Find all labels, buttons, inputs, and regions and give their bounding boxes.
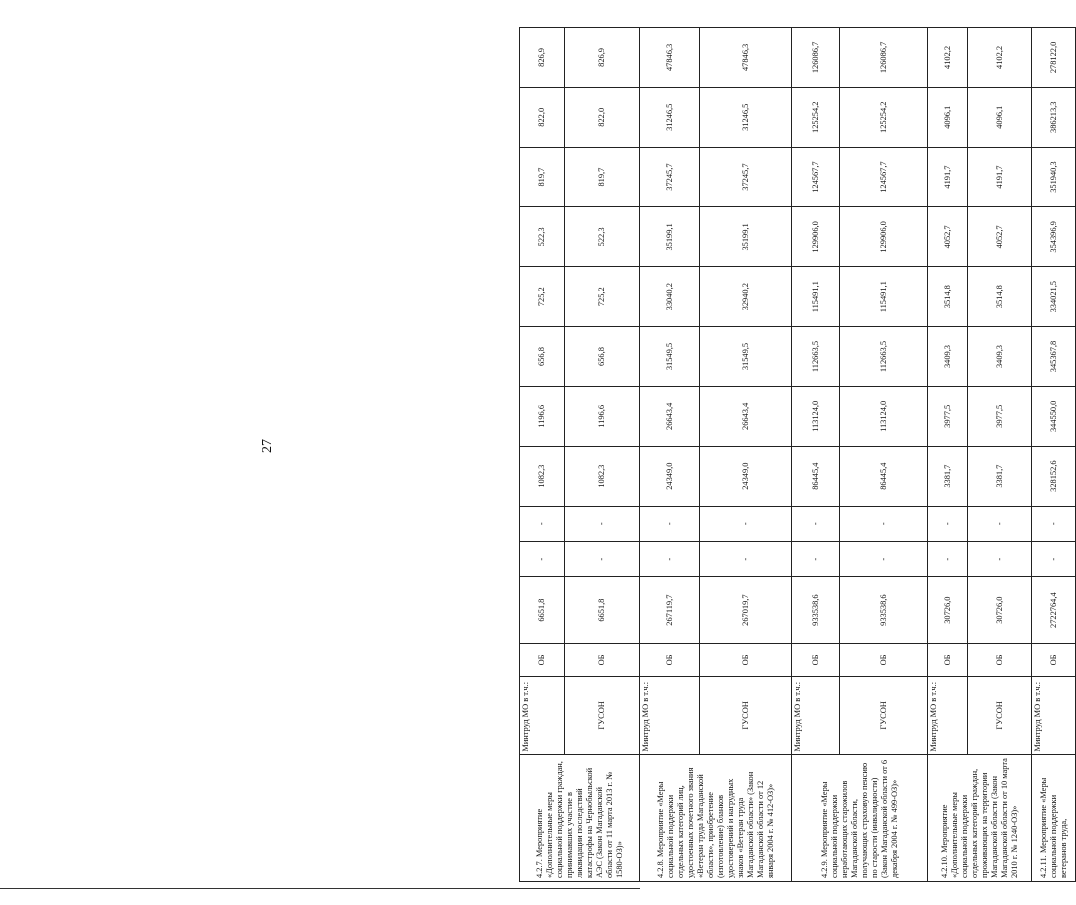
- value-cell: 822,0: [565, 87, 640, 147]
- value-cell: -: [520, 506, 565, 541]
- value-cell: 725,2: [565, 267, 640, 327]
- funding-source-cell: ОБ: [565, 643, 640, 676]
- value-cell: 86445,4: [792, 446, 840, 506]
- value-cell: 4052,7: [968, 207, 1032, 267]
- measure-title: 4.2.7. Мероприятие «Дополнительные меры социальной поддержки граждан, принимавших участие в ликвидации последствий катастрофы на Чернобыльской АЭС (Закон Магаданской области от 11 марта 2013 г. № 1580-ОЗ)»: [520, 754, 640, 881]
- funding-source-cell: ОБ: [968, 643, 1032, 676]
- value-cell: -: [792, 506, 840, 541]
- value-cell: -: [928, 506, 968, 541]
- value-cell: 354396,9: [1032, 207, 1076, 267]
- value-cell: 334021,5: [1032, 267, 1076, 327]
- value-cell: 126086,7: [792, 28, 840, 88]
- table-row: [700, 28, 792, 882]
- value-cell: 1196,6: [520, 386, 565, 446]
- value-cell: 47846,3: [640, 28, 700, 88]
- value-cell: 125254,2: [840, 87, 928, 147]
- value-cell: 345367,8: [1032, 327, 1076, 387]
- table-row: [928, 28, 968, 882]
- value-cell: -: [640, 541, 700, 576]
- value-cell: 33040,2: [640, 267, 700, 327]
- value-cell: -: [565, 506, 640, 541]
- total-cell: 30726,0: [928, 577, 968, 643]
- value-cell: -: [640, 506, 700, 541]
- total-cell: 6651,8: [520, 577, 565, 643]
- responsible-cell: Минтруд МО в т.ч.:: [520, 677, 565, 755]
- value-cell: 31246,5: [640, 87, 700, 147]
- measure-title: 4.2.10. Мероприятие «Дополнительные меры социальной поддержки отдельных категорий граждан, проживающих на территории Магаданской области (Закон Магаданской области от 10 марта 2010 г. № 1240-ОЗ)»: [928, 754, 1032, 881]
- table-row: [968, 28, 1032, 882]
- funding-source-cell: ОБ: [520, 643, 565, 676]
- page-number: 27: [260, 439, 275, 453]
- total-cell: 30726,0: [968, 577, 1032, 643]
- value-cell: 26643,4: [640, 386, 700, 446]
- funding-source-cell: ОБ: [792, 643, 840, 676]
- value-cell: 522,3: [565, 207, 640, 267]
- value-cell: -: [1032, 541, 1076, 576]
- value-cell: 31549,5: [700, 327, 792, 387]
- value-cell: 3977,5: [928, 386, 968, 446]
- value-cell: 351940,3: [1032, 147, 1076, 207]
- responsible-cell: Минтруд МО в т.ч.:: [640, 677, 700, 755]
- funding-source-cell: ОБ: [928, 643, 968, 676]
- value-cell: 656,8: [565, 327, 640, 387]
- responsible-cell: Минтруд МО в т.ч.:: [792, 677, 840, 755]
- value-cell: 1196,6: [565, 386, 640, 446]
- value-cell: 826,9: [520, 28, 565, 88]
- value-cell: -: [968, 541, 1032, 576]
- value-cell: 37245,7: [700, 147, 792, 207]
- value-cell: 112663,5: [792, 327, 840, 387]
- budget-table: [519, 27, 1076, 882]
- bottom-rule: [0, 888, 640, 889]
- value-cell: 32940,2: [700, 267, 792, 327]
- value-cell: 86445,4: [840, 446, 928, 506]
- total-cell: 2722764,4: [1032, 577, 1076, 643]
- value-cell: 3381,7: [968, 446, 1032, 506]
- value-cell: 1082,3: [565, 446, 640, 506]
- value-cell: 826,9: [565, 28, 640, 88]
- value-cell: 37245,7: [640, 147, 700, 207]
- value-cell: 656,8: [520, 327, 565, 387]
- value-cell: 725,2: [520, 267, 565, 327]
- measure-title: 4.2.11. Мероприятие «Меры социальной поддержки ветеранов труда,: [1032, 754, 1076, 881]
- value-cell: -: [700, 541, 792, 576]
- value-cell: 113124,0: [840, 386, 928, 446]
- value-cell: -: [840, 506, 928, 541]
- value-cell: 3514,8: [968, 267, 1032, 327]
- value-cell: 522,3: [520, 207, 565, 267]
- responsible-cell: Минтруд МО в т.ч.:: [1032, 677, 1076, 755]
- value-cell: 4052,7: [928, 207, 968, 267]
- value-cell: -: [1032, 506, 1076, 541]
- value-cell: 386213,3: [1032, 87, 1076, 147]
- value-cell: 129906,0: [792, 207, 840, 267]
- responsible-cell: ГУСОН: [565, 677, 640, 755]
- table-row: [840, 28, 928, 882]
- value-cell: 3409,3: [928, 327, 968, 387]
- value-cell: -: [700, 506, 792, 541]
- funding-source-cell: ОБ: [640, 643, 700, 676]
- value-cell: 328152,6: [1032, 446, 1076, 506]
- responsible-cell: ГУСОН: [840, 677, 928, 755]
- value-cell: 24349,0: [640, 446, 700, 506]
- responsible-cell: ГУСОН: [968, 677, 1032, 755]
- funding-source-cell: ОБ: [700, 643, 792, 676]
- value-cell: 113124,0: [792, 386, 840, 446]
- value-cell: 3514,8: [928, 267, 968, 327]
- value-cell: 125254,2: [792, 87, 840, 147]
- table-row: [1032, 28, 1076, 882]
- value-cell: 26643,4: [700, 386, 792, 446]
- value-cell: 112663,5: [840, 327, 928, 387]
- table-row: [792, 28, 840, 882]
- value-cell: 3977,5: [968, 386, 1032, 446]
- value-cell: 124567,7: [840, 147, 928, 207]
- funding-source-cell: ОБ: [840, 643, 928, 676]
- value-cell: 115491,1: [840, 267, 928, 327]
- table-row: [565, 28, 640, 882]
- value-cell: 129906,0: [840, 207, 928, 267]
- value-cell: 4102,2: [968, 28, 1032, 88]
- value-cell: 3409,3: [968, 327, 1032, 387]
- value-cell: 278122,0: [1032, 28, 1076, 88]
- total-cell: 6651,8: [565, 577, 640, 643]
- value-cell: 822,0: [520, 87, 565, 147]
- value-cell: 4191,7: [968, 147, 1032, 207]
- funding-source-cell: ОБ: [1032, 643, 1076, 676]
- value-cell: -: [565, 541, 640, 576]
- total-cell: 933538,6: [840, 577, 928, 643]
- measure-title: 4.2.8. Мероприятие «Меры социальной поддержки отдельных категорий лиц, удостоенных почетного звания «Ветеран труда Магаданской области», приобретение (изготовление) бланков удостоверений и нагрудных знаков «Ветеран труда Магаданской области» (Закон Магаданской области от 12 января 2004 г. № 412-ОЗ)»: [640, 754, 792, 881]
- total-cell: 267119,7: [640, 577, 700, 643]
- value-cell: 4096,1: [968, 87, 1032, 147]
- value-cell: -: [792, 541, 840, 576]
- responsible-cell: ГУСОН: [700, 677, 792, 755]
- total-cell: 933538,6: [792, 577, 840, 643]
- value-cell: 124567,7: [792, 147, 840, 207]
- responsible-cell: Минтруд МО в т.ч.:: [928, 677, 968, 755]
- value-cell: 3381,7: [928, 446, 968, 506]
- value-cell: 4096,1: [928, 87, 968, 147]
- value-cell: 35199,1: [640, 207, 700, 267]
- value-cell: -: [928, 541, 968, 576]
- value-cell: 47846,3: [700, 28, 792, 88]
- value-cell: 24349,0: [700, 446, 792, 506]
- value-cell: 819,7: [565, 147, 640, 207]
- value-cell: 31549,5: [640, 327, 700, 387]
- value-cell: 344550,0: [1032, 386, 1076, 446]
- table-body: [520, 28, 1076, 882]
- table-row: [640, 28, 700, 882]
- total-cell: 267019,7: [700, 577, 792, 643]
- table-row: [520, 28, 565, 882]
- value-cell: 819,7: [520, 147, 565, 207]
- value-cell: 1082,3: [520, 446, 565, 506]
- value-cell: -: [968, 506, 1032, 541]
- value-cell: 35199,1: [700, 207, 792, 267]
- value-cell: 4191,7: [928, 147, 968, 207]
- value-cell: 31246,5: [700, 87, 792, 147]
- value-cell: 115491,1: [792, 267, 840, 327]
- value-cell: -: [520, 541, 565, 576]
- value-cell: -: [840, 541, 928, 576]
- measure-title: 4.2.9. Мероприятие «Меры социальной поддержки неработающих старожилов Магаданской области, получающих страховую пенсию по старости (инвалидности) (Закон Магаданской области от 6 декабря 2004 г. № 499-ОЗ)»: [792, 754, 928, 881]
- value-cell: 4102,2: [928, 28, 968, 88]
- value-cell: 126086,7: [840, 28, 928, 88]
